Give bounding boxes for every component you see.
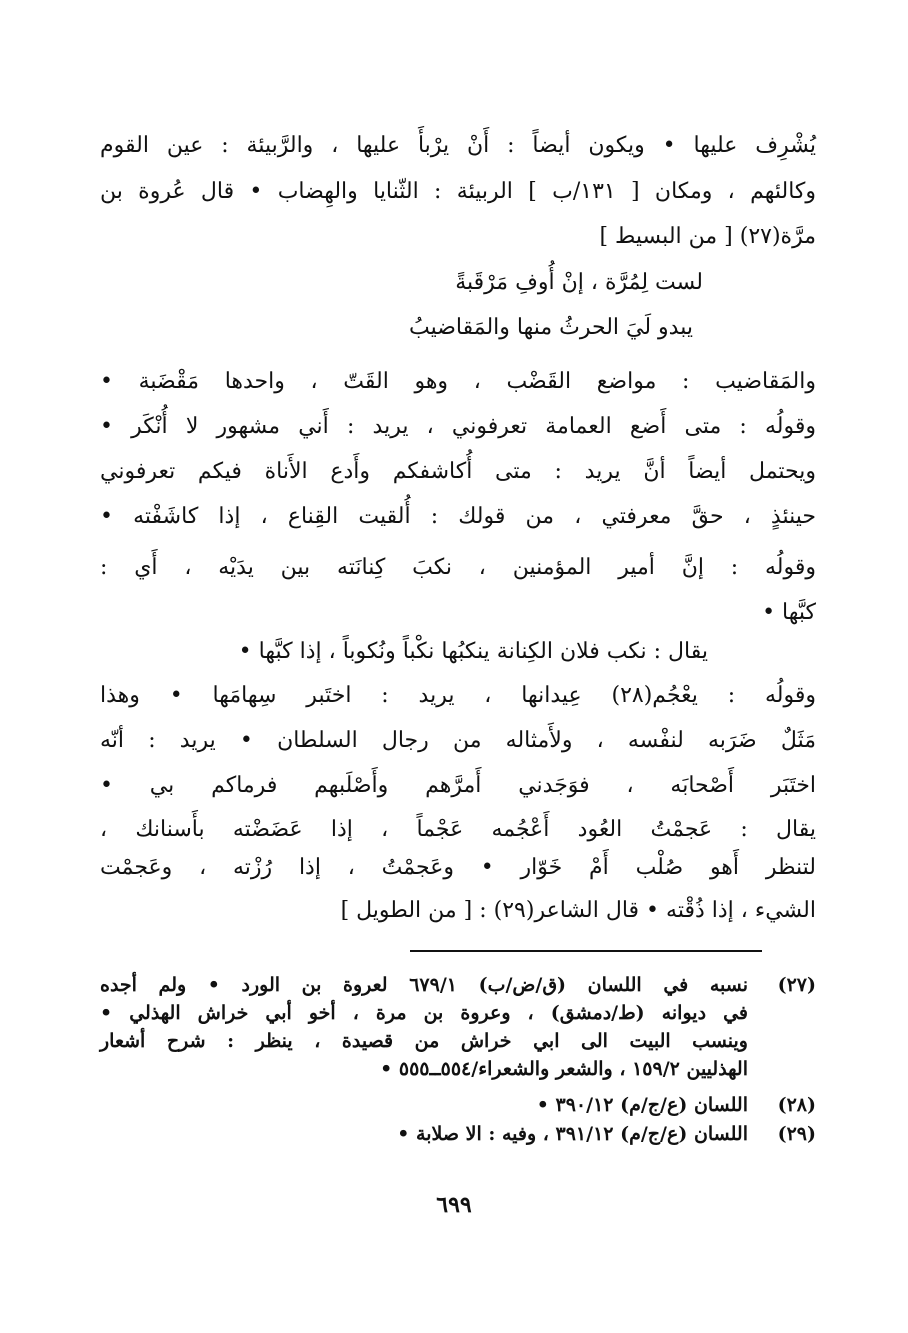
body-line: ويحتمل أيضاً أنَّ يريد : متى أُكاشفكم وأَدع الأَناة فيكم تعرفوني — [100, 459, 817, 484]
verse-hemistich-2: يبدو لَيَ الحرثُ منها والمَقاضيبُ — [409, 315, 693, 340]
body-line: وقولُه : يعْجُم(٢٨) عِيدانها ، يريد : اختَبر سِهامَها • وهذا — [100, 683, 816, 708]
body-line: والمَقاضيب : مواضع القَضْب ، وهو القَتّ ، واحدها مَقْضَبة • — [100, 369, 816, 394]
footnote-27-cont — [0, 1028, 908, 1056]
page-number: ٦٩٩ — [436, 1192, 472, 1218]
footnote-line: الهذليين ١٥٩/٢ ، والشعر والشعراء/٥٥٤ــ٥٥٥ • — [380, 1058, 748, 1080]
footnote-27-cont — [0, 1000, 908, 1028]
verse-hemistich-1: لست لِمُرَّة ، إنْ أُوفِ مَرْقَبةً — [455, 270, 703, 295]
footnote-line: اللسان (ع/ج/م) ٣٩٠/١٢ • — [536, 1094, 748, 1116]
body-line: كبَّها • — [762, 600, 816, 625]
body-line: يُشْرِف عليها • ويكون أيضاً : أَنْ يرْبأَ عليها ، والرَّبيئة : عين القوم — [100, 133, 816, 158]
footnote-27-cont — [0, 1056, 908, 1084]
footnote-29 — [0, 1121, 908, 1149]
body-line: يقال : عَجمْتُ العُود أَعْجُمه عَجْماً ، إذا عَضَضْته بأَسنانك ، — [100, 817, 816, 842]
body-line: وكالئهم ، ومكان [ ١٣١/ب ] الربيئة : الثّنايا والهِضاب • قال عُروة بن — [100, 179, 817, 204]
body-line: مرَّة(٢٧) [ من البسيط ] — [599, 224, 816, 249]
footnote-27 — [0, 972, 908, 1000]
body-line: وقولُه : متى أَضع العمامة تعرفوني ، يريد : أَني مشهور لا أُنْكَر • — [100, 414, 816, 439]
body-line: يقال : نكب فلان الكِنانة ينكبُها نكْباً ونُكوباً ، إذا كبَّها • — [238, 639, 708, 664]
footnote-line: وينسب البيت الى ابي خراش من قصيدة ، ينظر : شرح أشعار — [100, 1030, 748, 1052]
footnote-separator — [410, 950, 762, 952]
footnote-number: (٢٩) — [777, 1123, 816, 1145]
footnote-number: (٢٧) — [777, 974, 816, 996]
footnote-line: في ديوانه (ط/دمشق) ، وعروة بن مرة ، أخو أبي خراش الهذلي • — [100, 1002, 748, 1024]
footnote-line: اللسان (ع/ج/م) ٣٩١/١٢ ، وفيه : الا صلابة • — [397, 1123, 748, 1145]
footnote-28 — [0, 1092, 908, 1120]
body-line: لتنظر أَهو صُلْب أَمْ خَوّار • وعَجمْتُ ، إذا رُزْته ، وعَجمْت — [100, 855, 816, 880]
body-line: وقولُه : إنَّ أمير المؤمنين ، نكبَ كِنانَته بين يدَيْه ، أَي : — [100, 555, 816, 580]
body-line: اختَبَر أَصْحابَه ، فوَجَدني أَمرَّهم وأَصْلَبهم فرماكم بي • — [100, 773, 816, 798]
footnote-number: (٢٨) — [777, 1094, 816, 1116]
body-line: حينئذٍ ، حقَّ معرفتي ، من قولك : أُلقيت القِناع ، إذا كاشَفْته • — [100, 504, 816, 529]
body-line: مَثَلٌ ضَرَبه لنفْسه ، ولأَمثاله من رجال السلطان • يريد : أنّه — [100, 728, 816, 753]
body-line: الشيء ، إذا ذُقْته • قال الشاعر(٢٩) : [ من الطويل ] — [340, 898, 816, 923]
footnote-line: نسبه في اللسان (ق/ض/ب) ٦٧٩/١ لعروة بن الورد • ولم أجده — [100, 974, 749, 996]
